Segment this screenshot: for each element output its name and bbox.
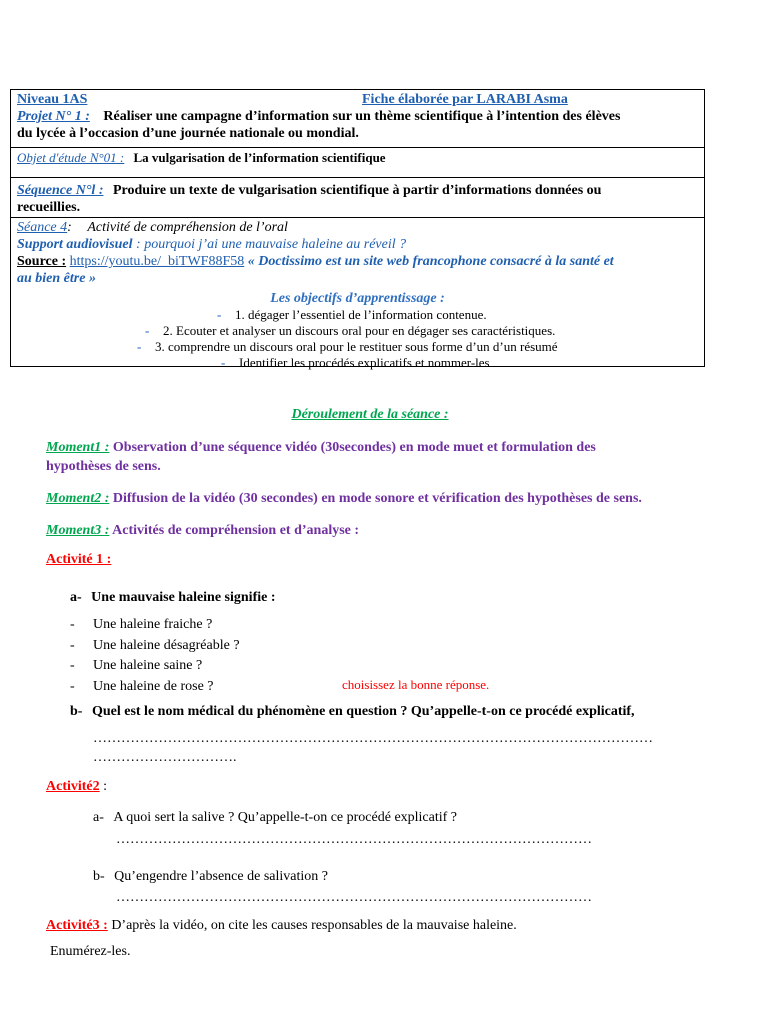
niveau-label: Niveau 1AS: [17, 92, 88, 107]
moment-2-label: Moment2 :: [46, 491, 110, 506]
moment-2-text: Diffusion de la vidéo (30 secondes) en mode sonore et vérification des hypothèses de sens.: [109, 491, 642, 506]
source-text-2: au bien être »: [17, 271, 96, 286]
activite-3-text-2: Enumérez-les.: [50, 944, 131, 959]
activite-1-question-a: a- Une mauvaise haleine signifie :: [70, 590, 276, 605]
activite-1-answer-line-1[interactable]: …………………………………………………………………………………………………………: [93, 731, 653, 746]
activite-3: [46, 918, 517, 934]
source-link[interactable]: https://youtu.be/_biTWF88F58: [69, 254, 245, 269]
activite-3-text: D’après la vidéo, on cite les causes responsables de la mauvaise haleine.: [107, 918, 517, 933]
source-text: « Doctissimo est un site web francophone consacré à la santé et: [244, 254, 614, 269]
support-label: Support audiovisuel: [17, 237, 133, 252]
option-3[interactable]: - Une haleine saine ?: [70, 658, 203, 673]
objet-label: Objet d'étude N°01 :: [17, 150, 125, 165]
sequence-text: Produire un texte de vulgarisation scientifique à partir d’informations données ou: [112, 183, 602, 198]
seance-text: Activité de compréhension de l’oral: [87, 220, 288, 235]
deroulement-title: Déroulement de la séance :: [291, 407, 449, 422]
option-4[interactable]: - Une haleine de rose ?: [70, 678, 214, 694]
activite-1-answer-line-2[interactable]: ………………………….: [93, 750, 237, 765]
activite-1-label: Activité 1 :: [46, 552, 112, 567]
projet-text-2: du lycée à l’occasion d’une journée nationale ou mondial.: [17, 126, 359, 141]
fiche-label: Fiche élaborée par LARABI Asma: [362, 92, 568, 107]
moment-2: [46, 489, 726, 508]
activite-2-answer-b[interactable]: …………………………………………………………………………………………: [116, 890, 592, 905]
activite-2-question-a: a- A quoi sert la salive ? Qu’appelle-t-on ce procédé explicatif ?: [93, 810, 458, 825]
activite-2-label: Activité2: [46, 779, 100, 794]
activite-3-label: Activité3 :: [46, 918, 108, 933]
option-2[interactable]: - Une haleine désagréable ?: [70, 637, 240, 653]
header-row-sequence: [11, 178, 704, 218]
objectif-item-1: - 1. dégager l’essentiel de l’information contenue.: [217, 307, 487, 322]
sequence-text-2: recueillies.: [17, 200, 81, 215]
moment-3: [46, 521, 726, 540]
objectifs-title: Les objectifs d’apprentissage :: [270, 291, 445, 306]
objectif-item-3: - 3. comprendre un discours oral pour le restituer sous forme d’un d’un résumé: [137, 339, 558, 354]
source-label: Source :: [17, 254, 67, 269]
projet-label: Projet N° 1 :: [17, 109, 90, 124]
objectif-item-4: - Identifier les procédés explicatifs et nommer-les: [221, 355, 490, 370]
activite-2-heading: Activité2 :: [46, 779, 108, 794]
activite-2-answer-a[interactable]: …………………………………………………………………………………………: [116, 832, 592, 847]
support-text: : pourquoi j’ai une mauvaise haleine au réveil ?: [132, 237, 407, 252]
projet-text: Réaliser une campagne d’information sur un thème scientifique à l’intention des élèves: [103, 109, 621, 124]
header-table: [10, 89, 705, 370]
moment-3-text: Activités de compréhension et d’analyse :: [109, 523, 360, 538]
moment-1: [46, 438, 726, 476]
seance-label: Séance 4: [17, 220, 68, 235]
option-1[interactable]: - Une haleine fraiche ?: [70, 617, 213, 632]
header-row-objet: [11, 148, 704, 178]
moment-1-text: Observation d’une séquence vidéo (30secondes) en mode muet et formulation des: [109, 440, 596, 455]
moment-1-label: Moment1 :: [46, 440, 110, 455]
moment-3-label: Moment3 :: [46, 523, 110, 538]
header-row-projet: [11, 90, 704, 148]
objectif-item-2: - 2. Ecouter et analyser un discours oral pour en dégager ses caractéristiques.: [145, 323, 556, 338]
activite-1-options: [70, 615, 240, 697]
activite-2-question-b: b- Qu’engendre l’absence de salivation ?: [93, 869, 328, 884]
header-row-seance: Séance 4: Activité de compréhension de l’oral Support audiovisuel : pourquoi j’ai une mauvaise haleine au réveil ? Source : https://youtu.be/_biTWF88F58 « Doctissimo est un site web francophone consacré à la santé et au bien être » Les objectifs d’apprentissage : - 1. dégager l’essentiel de l’information contenue. - 2. Ecouter et analyser un discours oral pour en dégager ses caractéristiques. - 3. comprendre un discours oral pour le restituer sous forme d’un d’un résumé - Identifier les procédés explicatifs et nommer-les: [11, 218, 704, 366]
activite-1-instruction: choisissez la bonne réponse.: [342, 677, 490, 692]
moment-1-text-2: hypothèses de sens.: [46, 459, 161, 474]
sequence-label: Séquence N°l :: [17, 183, 104, 198]
objet-text: La vulgarisation de l’information scientifique: [133, 150, 386, 165]
activite-1-question-b: b- Quel est le nom médical du phénomène en question ? Qu’appelle-t-on ce procédé explicatif,: [70, 704, 635, 719]
